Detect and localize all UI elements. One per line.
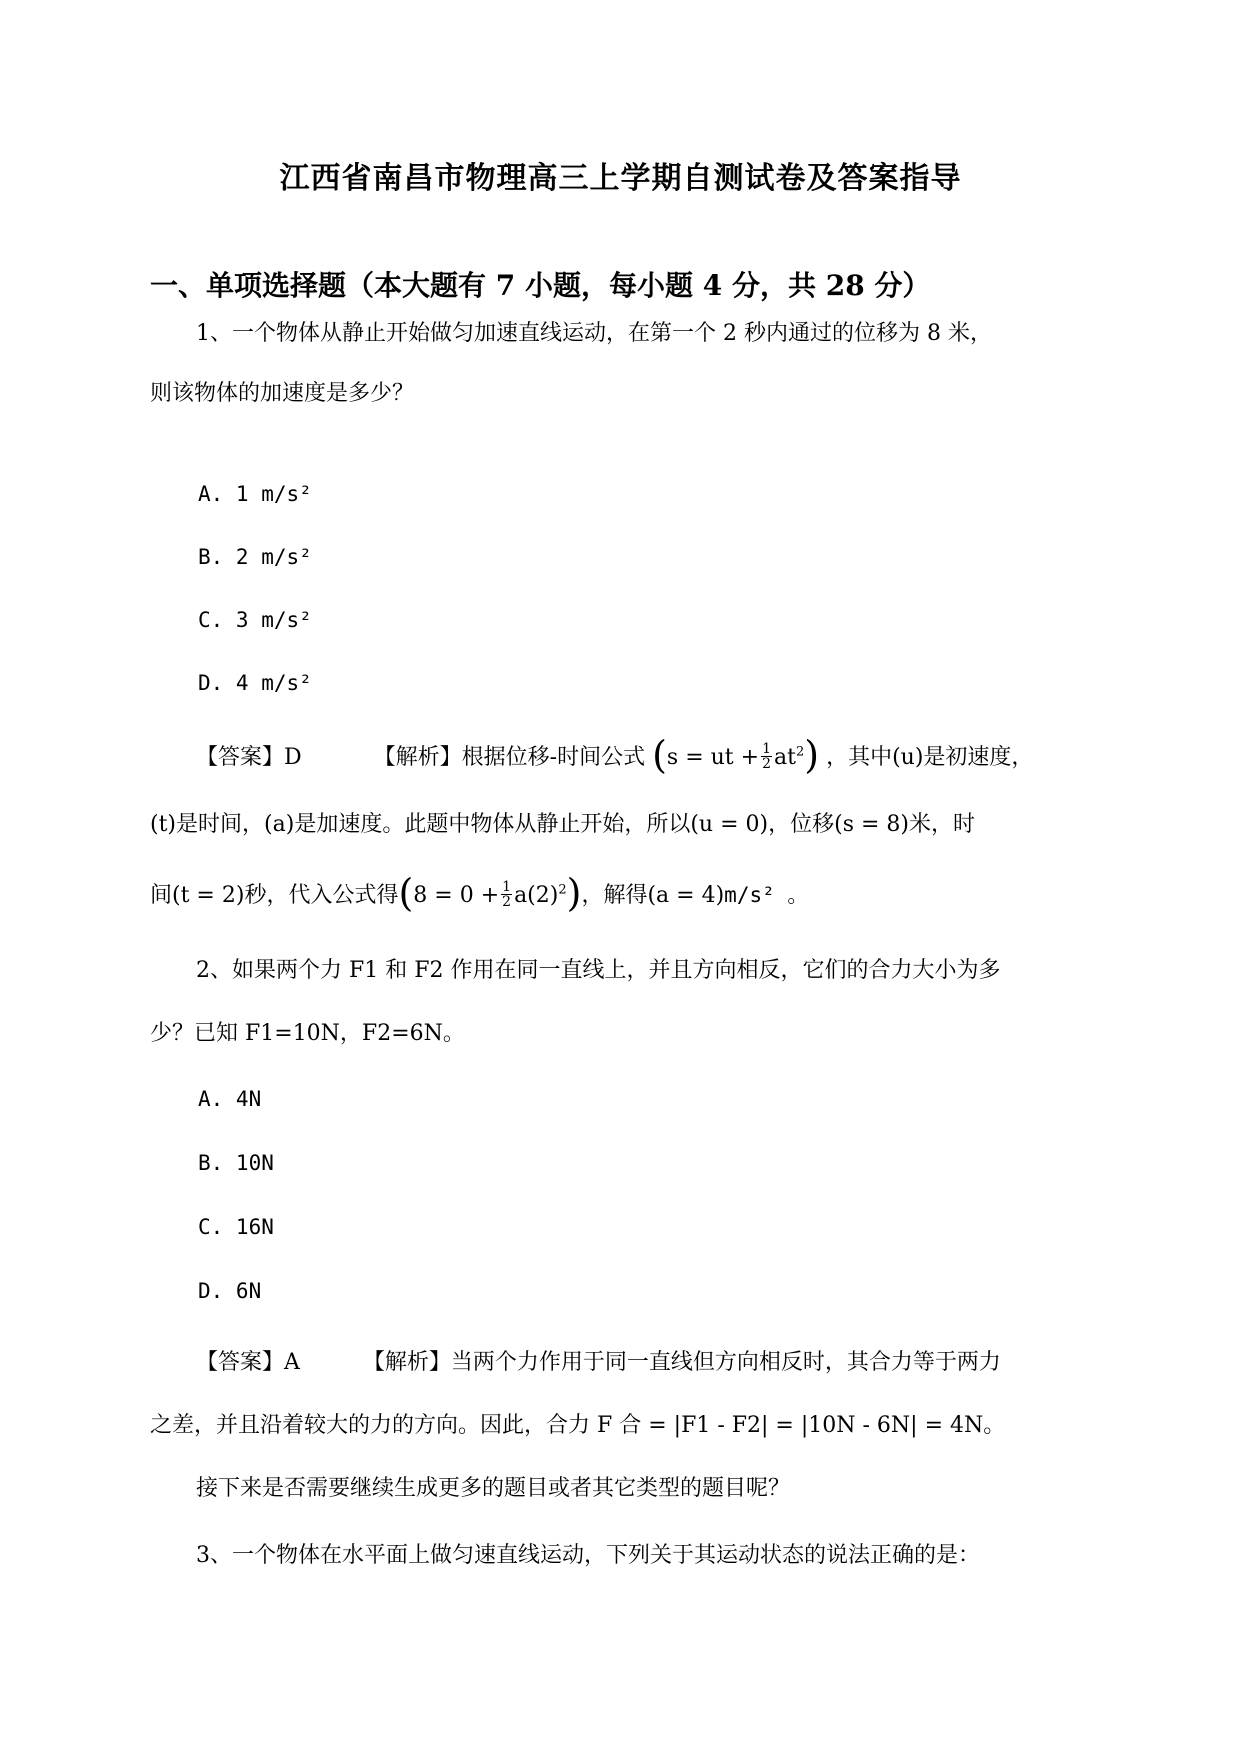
- q1-answer-line1: 【答案】D 【解析】根据位移-时间公式 (s = ut + $\frac{1}{2}$ $at^2$) ，其中(u)是初速度，: [196, 733, 1034, 777]
- q2-option-d: D. 6N: [198, 1279, 262, 1303]
- q1-answer-line2: (t)是时间，(a)是加速度。此题中物体从静止开始，所以(u = 0)，位移(s = 8)米，时: [150, 812, 976, 837]
- q2-option-c: C. 16N: [198, 1215, 274, 1239]
- q2-text-line1: 2、如果两个力 F1 和 F2 作用在同一直线上，并且方向相反，它们的合力大小为多: [196, 958, 1001, 983]
- q1-option-d: D. 4 m/s²: [198, 671, 312, 695]
- q1-formula: (s = ut + $\frac{1}{2}$ $at^2$): [652, 733, 820, 777]
- q3-text-line1: 3、一个物体在水平面上做匀速直线运动，下列关于其运动状态的说法正确的是：: [196, 1543, 980, 1568]
- q2-option-b: B. 10N: [198, 1151, 274, 1175]
- q1-answer-line3: 间(t = 2)秒，代入公式得(8 = 0 + $\frac{1}{2}$ $a(2)^2$)，解得(a = 4)m/s² 。: [150, 871, 809, 915]
- q1-text-line2: 则该物体的加速度是多少？: [150, 381, 415, 406]
- q1-option-c: C. 3 m/s²: [198, 608, 312, 632]
- followup-text: 接下来是否需要继续生成更多的题目或者其它类型的题目呢？: [196, 1476, 791, 1501]
- q2-option-a: A. 4N: [198, 1087, 262, 1111]
- q1-answer-label: 【答案】D: [196, 745, 302, 770]
- document-title: 江西省南昌市物理高三上学期自测试卷及答案指导: [279, 161, 962, 196]
- section-heading: 一、单项选择题（本大题有 7 小题，每小题 4 分，共 28 分）: [150, 269, 931, 302]
- q2-text-line2: 少？已知 F1=10N，F2=6N。: [150, 1021, 465, 1046]
- q1-formula-2: (8 = 0 + $\frac{1}{2}$ $a(2)^2$): [398, 871, 582, 915]
- q2-answer-line1: 【答案】A 【解析】当两个力作用于同一直线但方向相反时，其合力等于两力: [196, 1350, 1001, 1375]
- q1-option-b: B. 2 m/s²: [198, 545, 312, 569]
- q1-option-a: A. 1 m/s²: [198, 482, 312, 506]
- q1-explain-label: 【解析】根据位移-时间公式: [373, 745, 646, 770]
- q1-text-line1: 1、一个物体从静止开始做匀加速直线运动，在第一个 2 秒内通过的位移为 8 米，: [196, 321, 992, 346]
- q2-answer-line2: 之差，并且沿着较大的力的方向。因此，合力 F 合 = |F1 - F2| = |10N - 6N| = 4N。: [150, 1413, 1006, 1438]
